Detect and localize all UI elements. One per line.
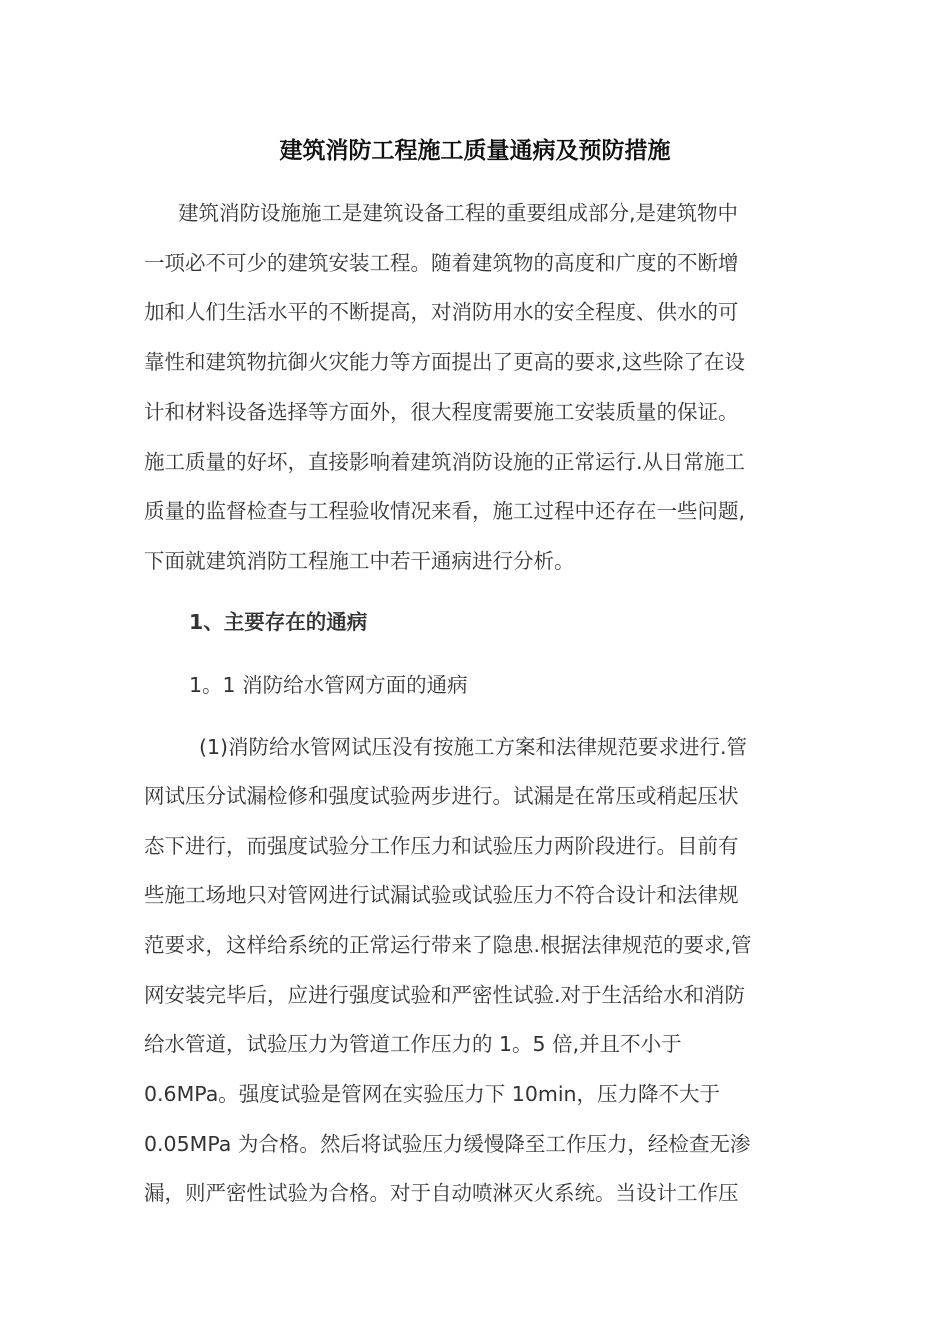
paragraph-line: 计和材料设备选择等方面外，很大程度需要施工安装质量的保证。 (144, 400, 739, 424)
paragraph-line: 网试压分试漏检修和强度试验两步进行。试漏是在常压或稍起压状 (144, 784, 739, 808)
paragraph-line: 靠性和建筑物抗御火灾能力等方面提出了更高的要求,这些除了在设 (144, 350, 746, 374)
paragraph-line: 施工质量的好坏，直接影响着建筑消防设施的正常运行.从日常施工 (144, 450, 746, 474)
paragraph-line: 下面就建筑消防工程施工中若干通病进行分析。 (144, 549, 575, 573)
paragraph-line: 范要求，这样给系统的正常运行带来了隐患.根据法律规范的要求,管 (144, 933, 752, 957)
subsection-heading: 1。1 消防给水管网方面的通病 (189, 673, 468, 697)
paragraph-line: 0.05MPa 为合格。然后将试验压力缓慢降至工作压力，经检查无渗 (144, 1132, 751, 1156)
paragraph-line: 0.6MPa。强度试验是管网在实验压力下 10min，压力降不大于 (144, 1082, 721, 1106)
paragraph-line: 网安装完毕后，应进行强度试验和严密性试验.对于生活给水和消防 (144, 983, 746, 1007)
section-heading: 1、主要存在的通病 (189, 610, 368, 634)
paragraph-line: 漏，则严密性试验为合格。对于自动喷淋灭火系统。当设计工作压 (144, 1181, 739, 1205)
document-title: 建筑消防工程施工质量通病及预防措施 (279, 137, 671, 164)
paragraph-line: 给水管道，试验压力为管道工作压力的 1。5 倍,并且不小于 (144, 1032, 682, 1056)
paragraph-line: 一项必不可少的建筑安装工程。随着建筑物的高度和广度的不断增 (144, 251, 739, 275)
paragraph-line: 态下进行，而强度试验分工作压力和试验压力两阶段进行。目前有 (144, 834, 739, 858)
paragraph-line: 加和人们生活水平的不断提高，对消防用水的安全程度、供水的可 (144, 300, 739, 324)
paragraph-line: 建筑消防设施施工是建筑设备工程的重要组成部分,是建筑物中 (178, 201, 739, 225)
paragraph-line: 些施工场地只对管网进行试漏试验或试验压力不符合设计和法律规 (144, 883, 739, 907)
paragraph-line: (1)消防给水管网试压没有按施工方案和法律规范要求进行.管 (199, 735, 748, 759)
paragraph-line: 质量的监督检查与工程验收情况来看，施工过程中还存在一些问题, (144, 499, 746, 523)
